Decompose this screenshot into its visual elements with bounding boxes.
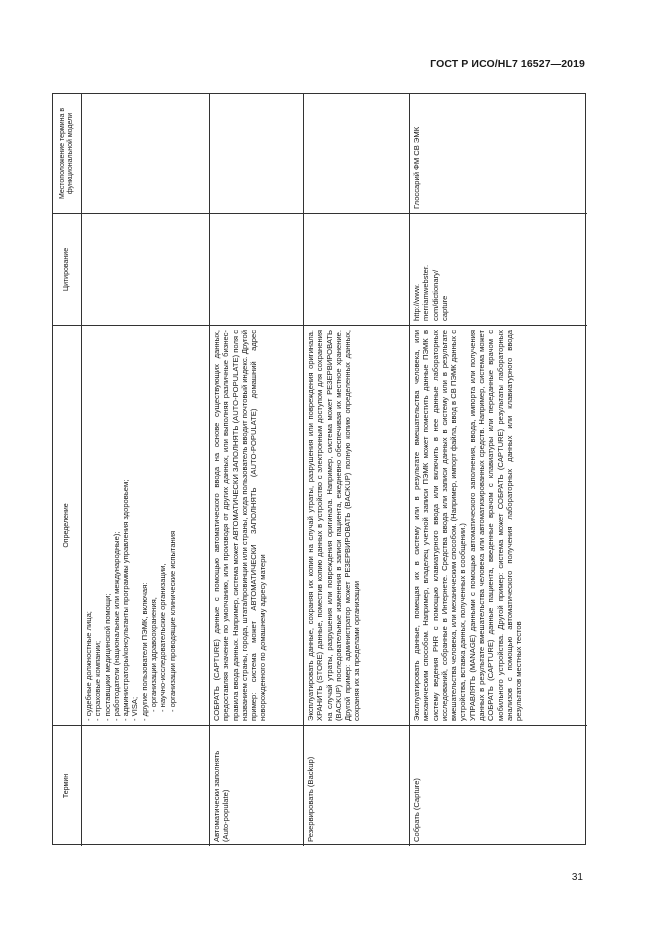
citation-cell <box>410 214 587 326</box>
citation-line: com/dictionary/ <box>430 269 440 321</box>
table-row <box>409 94 587 846</box>
term-cell: Автоматически заполнять (Auto-populate) <box>212 750 231 842</box>
list-item: - администраторы/консультанты программы управления здоровьем; <box>121 479 131 721</box>
list-item: - организации здравоохранения, <box>149 597 159 712</box>
header-location: Местоположение термина в функциональной модели <box>53 94 81 214</box>
citation-line: capture <box>439 295 449 321</box>
location-cell <box>82 94 209 214</box>
table-row <box>209 94 303 846</box>
location-cell: Глоссарий ФМ СВ ЭМК <box>410 94 587 214</box>
header-definition: Определение <box>53 326 81 726</box>
definition-paragraph: УПРАВЛЯТЬ (MANAGE) данными с помощью автоматического заполнения, ввода, импорта или получения данных в результате вмешательства человека или автоматизированных средств. Например, система может СОБРАТЬ (CAPTURE) данные пациента, введенные врачом с клавиатуры или переданные врачом с мобильного устройства. Другой пример: система может СОБРАТЬ (CAPTURE) результаты лабораторных анализов с помощью автоматического получения лабораторных данных или клавиатурного ввода результатов местных тестов <box>467 330 524 721</box>
list-item: - другие пользователи ПЭМК, включая: <box>139 582 149 721</box>
table-row <box>81 94 209 846</box>
list-item: - научно-исследовательские организации, <box>158 563 168 712</box>
list-item: - страховые компании; <box>93 640 103 721</box>
list-item: - организации проводящие клинические испытания <box>167 530 177 712</box>
list-item: - судебные должностные лица; <box>84 611 93 721</box>
header-citation: Цитирование <box>53 214 81 326</box>
location-cell <box>304 94 409 214</box>
header-term: Термин <box>63 773 70 799</box>
definition-cell <box>410 326 587 726</box>
definition-cell <box>82 326 209 726</box>
rotated-table-content <box>53 94 587 846</box>
document-header: ГОСТ Р ИСО/HL7 16527—2019 <box>430 58 585 70</box>
definition-cell: Эксплуатировать данные, сохраняя их копии на случай утраты, разрушения или повреждения оригинала. ХРАНИТЬ (STORE) данные, поместив копию данных в устройство с электронным доступом для сохранения на случай утраты, разрушения или повреждения оригинала. Например, система может РЕЗЕРВИРОВАТЬ (BACKUP) последовательные изменения в записи пациента, ежедневно обеспечивая их местное хранение. Другой пример: администратор может РЕЗЕРВИРОВАТЬ (BACKUP) полную копию определенных данных, сохраняя их за пределами организации <box>304 326 409 726</box>
citation-cell <box>82 214 209 326</box>
term-cell: Резервировать (Backup) <box>306 756 315 842</box>
definition-paragraph: Эксплуатировать данные, помещая их в систему или в результате вмешательства человека, или механическим способом. Например, владелец учетной записи ПЭМК может поместить данные ПЭМК в систему ведения PHR с помощью клавиатурного ввода или включить в нее данные лабораторных исследований, собранные в Интернете. Средства ввода или записи данных в систему или в результате вмешательства человека, или механическим способом. (Например, импорт файла, ввод в СВ ПЭМК данных с устройства, вставка данных, полученных в сообщении.) <box>412 330 468 721</box>
terms-table <box>52 93 586 845</box>
table-row <box>303 94 409 846</box>
list-item: - VISA; <box>130 696 140 721</box>
location-cell <box>210 94 303 214</box>
citation-cell <box>210 214 303 326</box>
table-header-row <box>53 94 81 846</box>
citation-cell <box>304 214 409 326</box>
term-cell <box>82 726 209 846</box>
citation-line: http://www. <box>412 283 421 321</box>
list-item: - поставщики медицинской помощи; <box>102 593 112 721</box>
definition-cell: СОБРАТЬ (CAPTURE) данные с помощью автоматического ввода на основе существующих данных, предоставляя значение по умолчанию, или производя от других данных, или выполняя различные бизнес-правила ввода данных. Например, система может АВТОМАТИЧЕСКИ ЗАПОЛНЯТЬ (AUTO-POPULATE) поля с названием страны, города, штата/провинции или страны, когда пользователь вводит почтовый индекс. Другой пример: система может АВТОМАТИЧЕСКИ ЗАПОЛНЯТЬ (AUTO-POPULATE) домашний адрес новорожденного по домашнему адресу матери <box>210 326 303 726</box>
citation-line: merriamwebster. <box>421 264 431 321</box>
page-number: 31 <box>571 872 583 883</box>
list-item: - работодатели (национальные или международные); <box>111 531 121 721</box>
term-cell: Собрать (Capture) <box>412 778 421 842</box>
